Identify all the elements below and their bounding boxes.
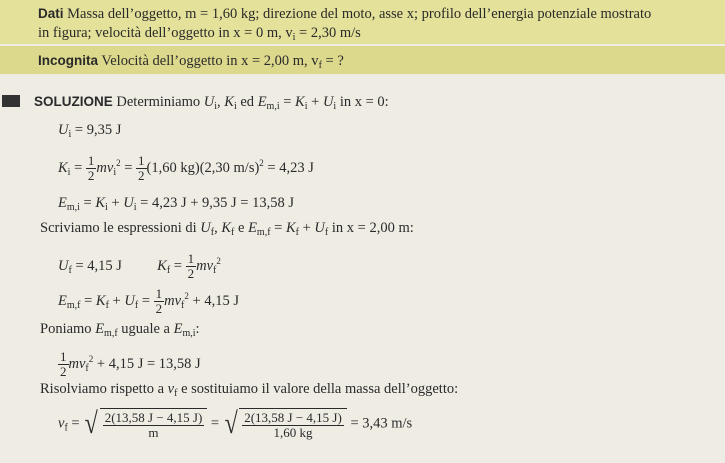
data-text-2: in figura; velocità dell’oggetto in x = 0 m, v	[38, 25, 293, 41]
set-equal-line: Poniamo $E_{m,f}$ uguale a $E_{m,i}$:	[40, 321, 200, 339]
unknown-label: Incognita	[38, 53, 98, 68]
solution-intro-end: in x = 0:	[339, 94, 389, 110]
unknown-text: Velocità dell’oggetto in x = 2,00 m, v	[101, 53, 319, 69]
data-line-2: in figura; velocità dell’oggetto in x = 0 m, $v_i = 2,30$ m/s	[38, 25, 361, 43]
solution-label: SOLUZIONE	[34, 94, 113, 109]
data-label: Dati	[38, 6, 64, 21]
solve-line: Risolviamo rispetto a $v_f$ e sostituiamo il valore della massa dell’oggetto:	[40, 381, 459, 399]
eq-conservation: $\frac{1}{2}$ $mv_f^2 + 4,15$ J = 13,58 J	[60, 349, 201, 380]
eq-uf-kf: $U_f = 4,15$ J $K_f$ = $\frac{1}{2}$ $mv_f^2$	[58, 251, 221, 282]
eq-vf: $v_f$ = √ $\frac{2(13,58 J - 4,15 J)}{m}$ = √ $\frac{2(13,58 J - 4,15 J)}{1,60 kg}$ = 3,43 m/s	[58, 407, 413, 440]
data-line-1	[38, 5, 651, 23]
solution-heading: SOLUZIONE Determiniamo $U_i$, $K_i$ ed $E_{m,i} = K_i + U_i$ in x = 0:	[34, 94, 389, 112]
eq-emi: $E_{m,i} = K_i + U_i = 4,23$ J + 9,35 J = 13,58 J	[58, 195, 294, 213]
data-text-2b: = 2,30 m/s	[295, 25, 361, 41]
eq-ki: $K_i$ = $\frac{1}{2}$ $mv_i^2$ = $\frac{1}{2}$ (1,60 kg)(2,30 m/s)$^2$ = 4,23 J	[58, 153, 314, 184]
unknown-line: Incognita Velocità dell’oggetto in x = 2,00 m, $v_f$ = ?	[38, 53, 344, 71]
section-marker	[2, 95, 20, 107]
unknown-text-end: = ?	[321, 53, 344, 69]
solution-intro: Determiniamo	[116, 94, 201, 110]
eq-ui: $U_i = 9,35$ J	[58, 122, 122, 140]
write-expressions-line: Scriviamo le espressioni di $U_f$, $K_f$ e $E_{m,f} = K_f + U_f$ in x = 2,00 m:	[40, 220, 414, 238]
data-text-1: Massa dell’oggetto, m = 1,60 kg; direzione del moto, asse x; profilo dell’energia potenziale mostrato	[67, 6, 652, 22]
eq-emf: $E_{m,f} = K_f + U_f$ = $\frac{1}{2}$ $mv_f^2 + 4,15$ J	[58, 286, 239, 317]
